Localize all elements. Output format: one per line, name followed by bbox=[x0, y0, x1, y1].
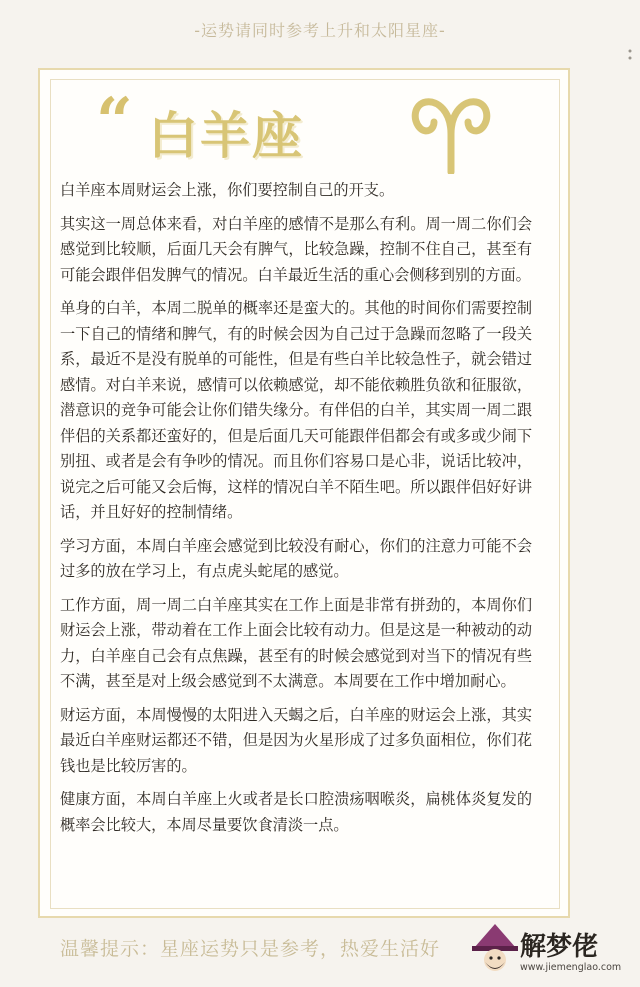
paragraph: 其实这一周总体来看，对白羊座的感情不是那么有利。周一周二你们会感觉到比较顺，后面几天会有脾气，比较急躁，控制不住自己，甚至有可能会跟伴侣发脾气的情况。白羊最近生活的重心会侧移到别的方面。 bbox=[60, 214, 532, 284]
paragraph: 学习方面，本周白羊座会感觉到比较没有耐心，你们的注意力可能不会过多的放在学习上，有点虎头蛇尾的感觉。 bbox=[60, 536, 532, 580]
wizard-hat-icon bbox=[470, 922, 520, 974]
paragraph: 健康方面，本周白羊座上火或者是长口腔溃疡咽喉炎，扁桃体炎复发的概率会比较大，本周尽量要饮食清淡一点。 bbox=[60, 790, 532, 834]
page-title: 白羊座 bbox=[148, 107, 304, 165]
decorative-dots bbox=[626, 48, 634, 62]
aries-symbol-icon bbox=[408, 94, 494, 174]
logo-url: www.jiemenglao.com bbox=[520, 962, 622, 973]
logo-name: 解梦佬 bbox=[520, 932, 599, 962]
site-logo[interactable] bbox=[470, 922, 630, 982]
paragraph: 工作方面，周一周二白羊座其实在工作上面是非常有拼劲的，本周你们财运会上涨，带动着在工作上面会比较有动力。但是这是一种被动的动力，白羊座自己会有点焦躁，甚至有的时候会感觉到对当下的情况有些不满，甚至是对上级会感觉到不太满意。本周要在工作中增加耐心。 bbox=[60, 595, 532, 690]
top-banner: -运势请同时参考上升和太阳星座- bbox=[194, 21, 446, 40]
article-body bbox=[60, 178, 532, 846]
paragraph: 白羊座本周财运会上涨，你们要控制自己的开支。 bbox=[60, 181, 395, 199]
quote-mark: “ bbox=[96, 84, 133, 159]
tip-text: 温馨提示：星座运势只是参考，热爱生活好 bbox=[60, 938, 441, 960]
paragraph: 单身的白羊，本周二脱单的概率还是蛮大的。其他的时间你们需要控制一下自己的情绪和脾气，有的时候会因为自己过于急躁而忽略了一段关系，最近不是没有脱单的可能性，但是有些白羊比较急性子，就会错过感情。对白羊来说，感情可以依赖感觉，却不能依赖胜负欲和征服欲，潜意识的竞争可能会让你们错失缘分。有伴侣的白羊，其实周一周二跟伴侣的关系都还蛮好的，但是后面几天可能跟伴侣都会有或多或少闹下别扭、或者是会有争吵的情况。而且你们容易口是心非，说话比较冲，说完之后可能又会后悔，这样的情况白羊不陌生吧。所以跟伴侣好好讲话，并且好好的控制情绪。 bbox=[60, 299, 532, 521]
paragraph: 财运方面，本周慢慢的太阳进入天蝎之后，白羊座的财运会上涨，其实最近白羊座财运都还不错，但是因为火星形成了过多负面相位，你们花钱也是比较厉害的。 bbox=[60, 705, 532, 775]
